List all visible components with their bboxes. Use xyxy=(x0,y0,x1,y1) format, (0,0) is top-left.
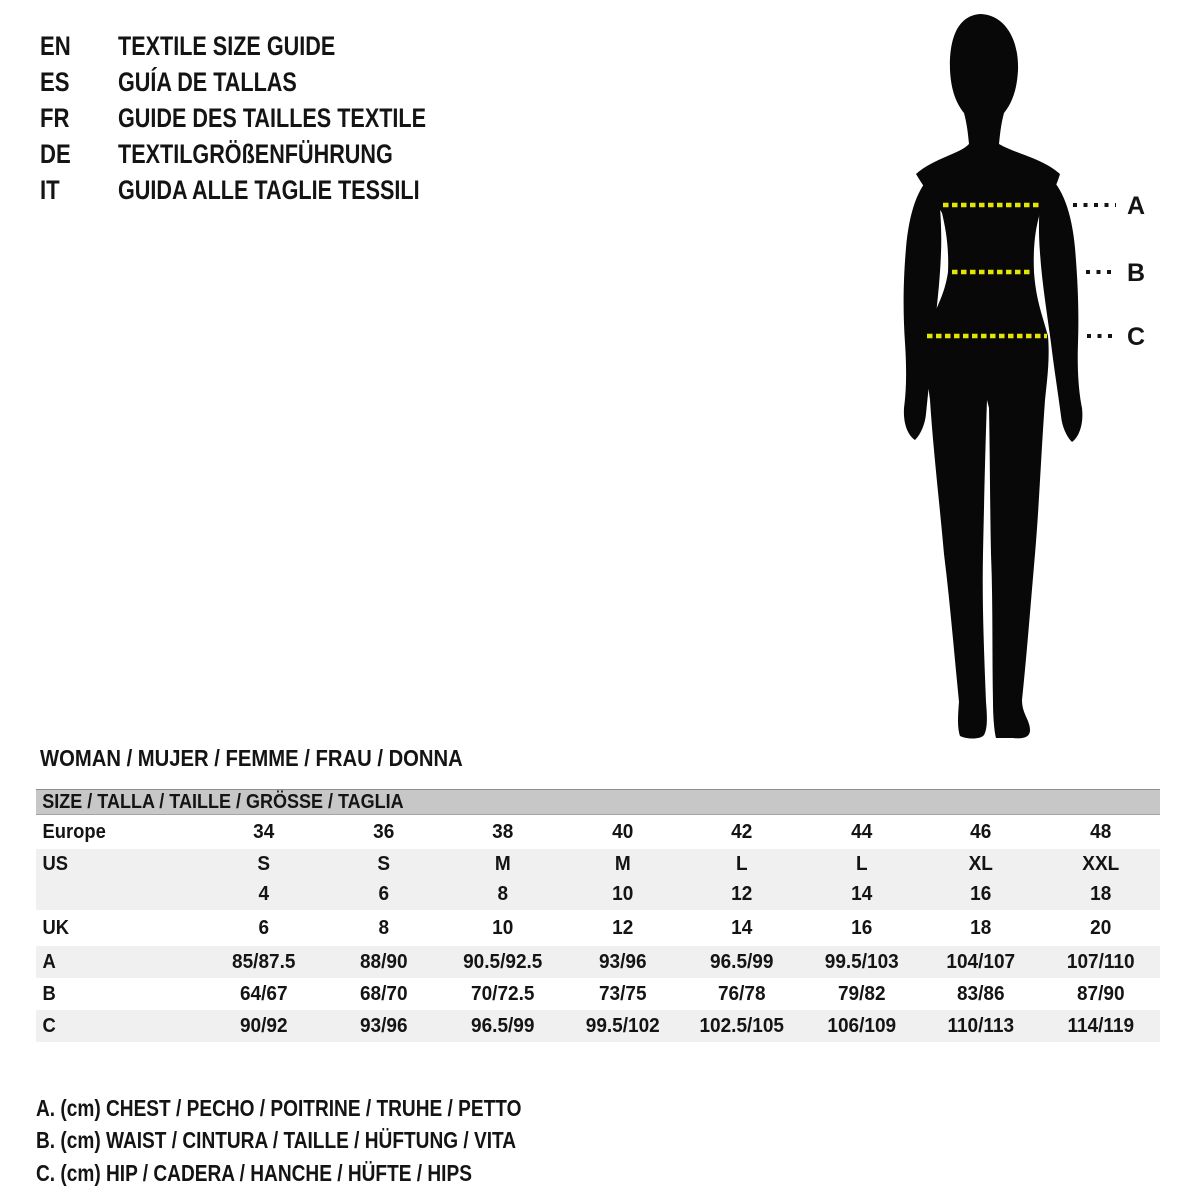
measurement-legend xyxy=(36,1092,621,1190)
legend-text: C. (cm) HIP / CADERA / HANCHE / HÜFTE / HIPS xyxy=(36,1159,472,1186)
row-label: A xyxy=(42,950,56,973)
legend-line xyxy=(36,1092,621,1125)
legend-line xyxy=(36,1125,621,1158)
size-table xyxy=(36,789,1160,1042)
size-cell: 107/110 xyxy=(1066,950,1135,973)
size-cell: 48 xyxy=(1089,820,1111,843)
language-guide-title: GUÍA DE TALLAS xyxy=(118,66,297,97)
size-cell: 90/92 xyxy=(239,1014,288,1037)
language-code: DE xyxy=(40,138,71,169)
size-cell: 8 xyxy=(377,916,389,939)
table-row xyxy=(36,879,1160,910)
legend-text: B. (cm) WAIST / CINTURA / TAILLE / HÜFTUNG / VITA xyxy=(36,1127,517,1154)
language-guide-title: TEXTILE SIZE GUIDE xyxy=(118,30,336,61)
size-cell: 96.5/99 xyxy=(710,950,774,973)
size-cell: 85/87.5 xyxy=(232,950,296,973)
marker-c-label: C xyxy=(1127,323,1146,351)
size-cell: S xyxy=(257,852,271,875)
size-cell: 64/67 xyxy=(239,982,288,1005)
size-cell: 44 xyxy=(850,820,872,843)
language-guide-title: TEXTILGRÖßENFÜHRUNG xyxy=(118,138,393,169)
size-cell: 6 xyxy=(258,916,270,939)
size-cell: M xyxy=(494,852,511,875)
size-table-header xyxy=(36,789,1160,815)
size-cell: 36 xyxy=(372,820,394,843)
language-guide-title: GUIDE DES TAILLES TEXTILE xyxy=(118,102,427,133)
size-cell: 16 xyxy=(850,916,872,939)
size-cell: 114/119 xyxy=(1066,1014,1134,1037)
size-cell: 20 xyxy=(1089,916,1111,939)
size-table-rows xyxy=(36,815,1160,1042)
size-cell: 46 xyxy=(970,820,992,843)
size-cell: 18 xyxy=(970,916,992,939)
size-cell: 88/90 xyxy=(359,950,408,973)
row-label: US xyxy=(42,852,69,875)
language-row xyxy=(40,172,503,208)
language-row xyxy=(40,64,503,100)
size-cell: 10 xyxy=(492,916,514,939)
size-cell: 16 xyxy=(970,883,992,905)
size-cell: 99.5/103 xyxy=(824,950,899,973)
size-cell: 34 xyxy=(253,820,275,843)
table-row xyxy=(36,1010,1160,1042)
size-cell: 102.5/105 xyxy=(699,1014,785,1037)
size-cell: L xyxy=(855,852,868,875)
size-cell: 42 xyxy=(731,820,753,843)
size-cell: S xyxy=(376,852,390,875)
size-cell: 99.5/102 xyxy=(585,1014,660,1037)
row-label: UK xyxy=(42,916,70,939)
legend-text: A. (cm) CHEST / PECHO / POITRINE / TRUHE / PETTO xyxy=(36,1094,522,1121)
size-cell: 73/75 xyxy=(598,982,647,1005)
size-cell: 12 xyxy=(731,883,753,905)
marker-b-label: B xyxy=(1127,259,1146,287)
language-row xyxy=(40,136,503,172)
row-label: C xyxy=(42,1014,56,1037)
size-cell: 90.5/92.5 xyxy=(463,950,543,973)
language-row xyxy=(40,28,503,64)
size-cell: 104/107 xyxy=(946,950,1016,973)
size-cell: 14 xyxy=(850,883,872,905)
size-cell: 40 xyxy=(611,820,633,843)
language-code: FR xyxy=(40,102,70,133)
size-cell: 38 xyxy=(492,820,514,843)
size-cell: 93/96 xyxy=(359,1014,408,1037)
size-cell: 110/113 xyxy=(947,1014,1015,1037)
table-row xyxy=(36,815,1160,849)
table-row xyxy=(36,978,1160,1010)
language-code: EN xyxy=(40,30,71,61)
table-row xyxy=(36,910,1160,946)
table-row xyxy=(36,946,1160,978)
size-cell: 68/70 xyxy=(359,982,408,1005)
size-cell: M xyxy=(614,852,631,875)
row-label: Europe xyxy=(42,820,106,843)
woman-silhouette xyxy=(916,14,1060,739)
table-row xyxy=(36,849,1160,879)
language-code: ES xyxy=(40,66,70,97)
size-cell: 79/82 xyxy=(837,982,886,1005)
size-cell: 18 xyxy=(1089,883,1111,905)
size-cell: 8 xyxy=(497,883,509,905)
size-cell: 96.5/99 xyxy=(471,1014,535,1037)
language-list xyxy=(40,28,503,208)
size-cell: 70/72.5 xyxy=(471,982,535,1005)
size-cell: 4 xyxy=(258,883,270,905)
size-cell: XL xyxy=(968,852,993,875)
section-title: WOMAN / MUJER / FEMME / FRAU / DONNA xyxy=(40,745,463,771)
size-table-header-text: SIZE / TALLA / TAILLE / GRÖSSE / TAGLIA xyxy=(42,790,404,813)
size-cell: 87/90 xyxy=(1076,982,1125,1005)
size-cell: 12 xyxy=(611,916,633,939)
language-guide-title: GUIDA ALLE TAGLIE TESSILI xyxy=(118,174,420,205)
size-cell: XXL xyxy=(1081,852,1119,875)
marker-a-label: A xyxy=(1127,192,1146,220)
size-cell: 93/96 xyxy=(598,950,647,973)
language-row xyxy=(40,100,503,136)
woman-right-arm xyxy=(1039,176,1082,442)
size-cell: 6 xyxy=(377,883,389,905)
size-cell: 83/86 xyxy=(956,982,1005,1005)
row-label: B xyxy=(42,982,56,1005)
woman-silhouette-figure xyxy=(870,8,1200,748)
legend-line xyxy=(36,1157,621,1190)
size-cell: 76/78 xyxy=(717,982,766,1005)
size-cell: 14 xyxy=(731,916,753,939)
size-cell: L xyxy=(735,852,748,875)
language-code: IT xyxy=(40,174,60,205)
size-cell: 10 xyxy=(611,883,633,905)
size-cell: 106/109 xyxy=(826,1014,896,1037)
